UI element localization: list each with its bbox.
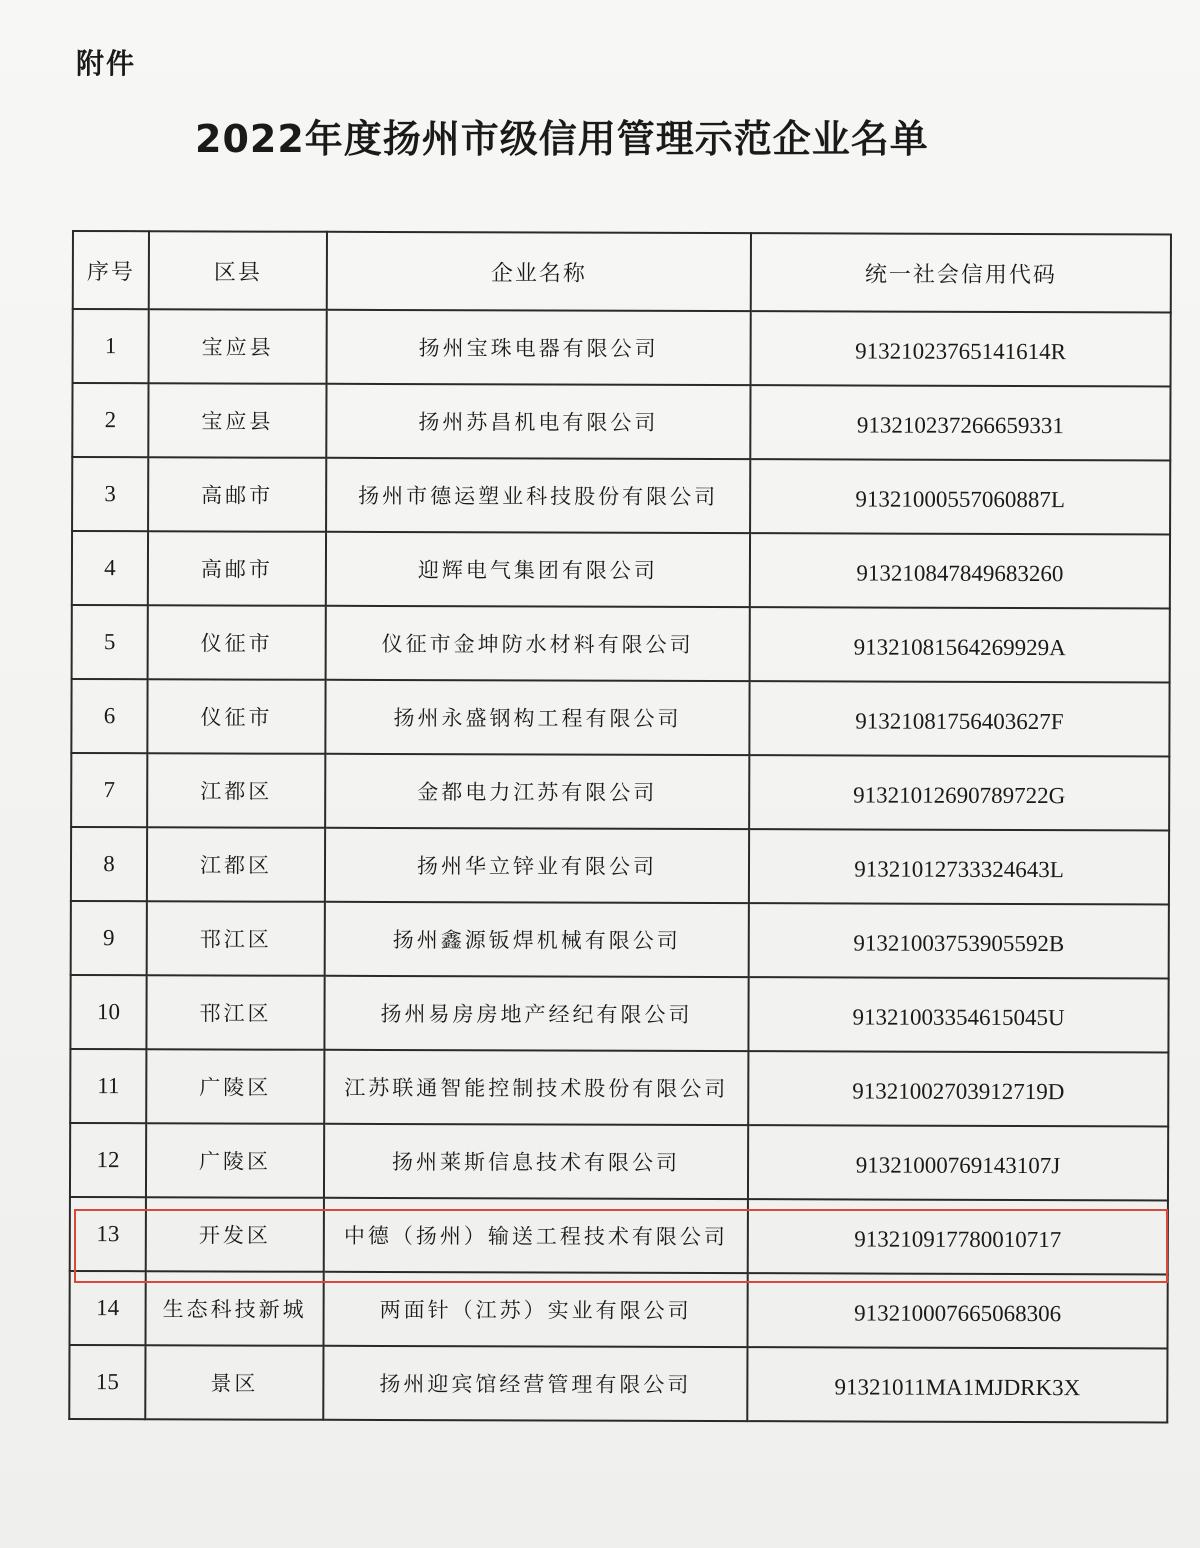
row-district: 景区: [145, 1345, 323, 1420]
column-header-credit-code: 统一社会信用代码: [751, 233, 1171, 312]
row-district: 邗江区: [146, 975, 324, 1050]
row-credit-code: 913210007665068306: [747, 1273, 1167, 1348]
row-company: 扬州鑫源钣焊机械有限公司: [325, 902, 749, 977]
row-credit-code: 91321000769143107J: [748, 1125, 1168, 1200]
row-number: 3: [72, 457, 148, 531]
row-company: 中德（扬州）输送工程技术有限公司: [324, 1198, 748, 1273]
row-number: 4: [72, 531, 148, 605]
row-credit-code: 91321002703912719D: [748, 1051, 1168, 1126]
attachment-label: 附件: [76, 47, 137, 80]
column-header-company: 企业名称: [327, 232, 751, 311]
row-credit-code: 913210237266659331: [750, 385, 1170, 460]
row-number: 11: [70, 1049, 146, 1123]
table-row-highlighted: [69, 1271, 1167, 1348]
row-company: 扬州市德运塑业科技股份有限公司: [326, 458, 750, 533]
row-number: 2: [72, 383, 148, 457]
column-header-number: 序号: [73, 231, 149, 309]
table-row: [72, 605, 1170, 682]
row-credit-code: 91321012690789722G: [749, 755, 1169, 830]
row-credit-code: 91321003753905592B: [749, 903, 1169, 978]
row-number: 9: [71, 901, 147, 975]
column-header-district: 区县: [149, 231, 327, 310]
enterprise-table-wrapper: [68, 230, 1174, 1423]
row-company: 扬州苏昌机电有限公司: [326, 384, 750, 459]
row-credit-code: 913210847849683260: [750, 533, 1170, 608]
table-row: [70, 975, 1168, 1052]
row-number: 10: [70, 975, 146, 1049]
row-district: 高邮市: [148, 531, 326, 606]
row-district: 生态科技新城: [145, 1271, 323, 1346]
row-company: 扬州易房房地产经纪有限公司: [324, 976, 748, 1051]
table-row: [69, 1345, 1167, 1422]
row-district: 宝应县: [149, 309, 327, 384]
table-row: [73, 309, 1171, 386]
table-row: [70, 1049, 1168, 1126]
row-district: 江都区: [147, 827, 325, 902]
row-number: 7: [71, 753, 147, 827]
table-header-row: [73, 231, 1171, 312]
row-district: 广陵区: [146, 1123, 324, 1198]
row-district: 开发区: [146, 1197, 324, 1272]
row-company: 扬州宝珠电器有限公司: [327, 310, 751, 385]
row-district: 高邮市: [148, 457, 326, 532]
row-credit-code: 91321000557060887L: [750, 459, 1170, 534]
row-district: 仪征市: [147, 679, 325, 754]
row-company: 江苏联通智能控制技术股份有限公司: [324, 1050, 748, 1125]
table-row: [71, 827, 1169, 904]
row-credit-code: 91321012733324643L: [749, 829, 1169, 904]
row-number: 14: [69, 1271, 145, 1345]
row-credit-code: 91321081756403627F: [749, 681, 1169, 756]
table-row: [72, 457, 1170, 534]
row-company: 扬州永盛钢构工程有限公司: [325, 680, 749, 755]
row-district: 广陵区: [146, 1049, 324, 1124]
row-company: 扬州莱斯信息技术有限公司: [324, 1124, 748, 1199]
row-company: 扬州迎宾馆经营管理有限公司: [323, 1346, 747, 1421]
row-number: 8: [71, 827, 147, 901]
row-district: 宝应县: [148, 383, 326, 458]
page-title: 2022年度扬州市级信用管理示范企业名单: [195, 117, 929, 161]
row-company: 两面针（江苏）实业有限公司: [323, 1272, 747, 1347]
row-company: 仪征市金坤防水材料有限公司: [326, 606, 750, 681]
row-number: 5: [72, 605, 148, 679]
table-row: [72, 531, 1170, 608]
enterprise-table: [68, 230, 1172, 1423]
table-row: [71, 753, 1169, 830]
row-district: 仪征市: [148, 605, 326, 680]
row-district: 江都区: [147, 753, 325, 828]
row-company: 迎辉电气集团有限公司: [326, 532, 750, 607]
row-number: 15: [69, 1345, 145, 1419]
row-credit-code: 913210917780010717: [748, 1199, 1168, 1274]
row-credit-code: 91321023765141614R: [751, 311, 1171, 386]
row-district: 邗江区: [147, 901, 325, 976]
row-credit-code: 91321003354615045U: [748, 977, 1168, 1052]
table-row: [70, 1123, 1168, 1200]
row-number: 13: [70, 1197, 146, 1271]
row-company: 扬州华立锌业有限公司: [325, 828, 749, 903]
row-number: 6: [71, 679, 147, 753]
table-row: [70, 1197, 1168, 1274]
row-company: 金都电力江苏有限公司: [325, 754, 749, 829]
row-number: 1: [73, 309, 149, 383]
row-credit-code: 91321011MA1MJDRK3X: [747, 1347, 1167, 1422]
table-row: [71, 901, 1169, 978]
table-row: [71, 679, 1169, 756]
row-number: 12: [70, 1123, 146, 1197]
table-row: [72, 383, 1170, 460]
row-credit-code: 91321081564269929A: [750, 607, 1170, 682]
